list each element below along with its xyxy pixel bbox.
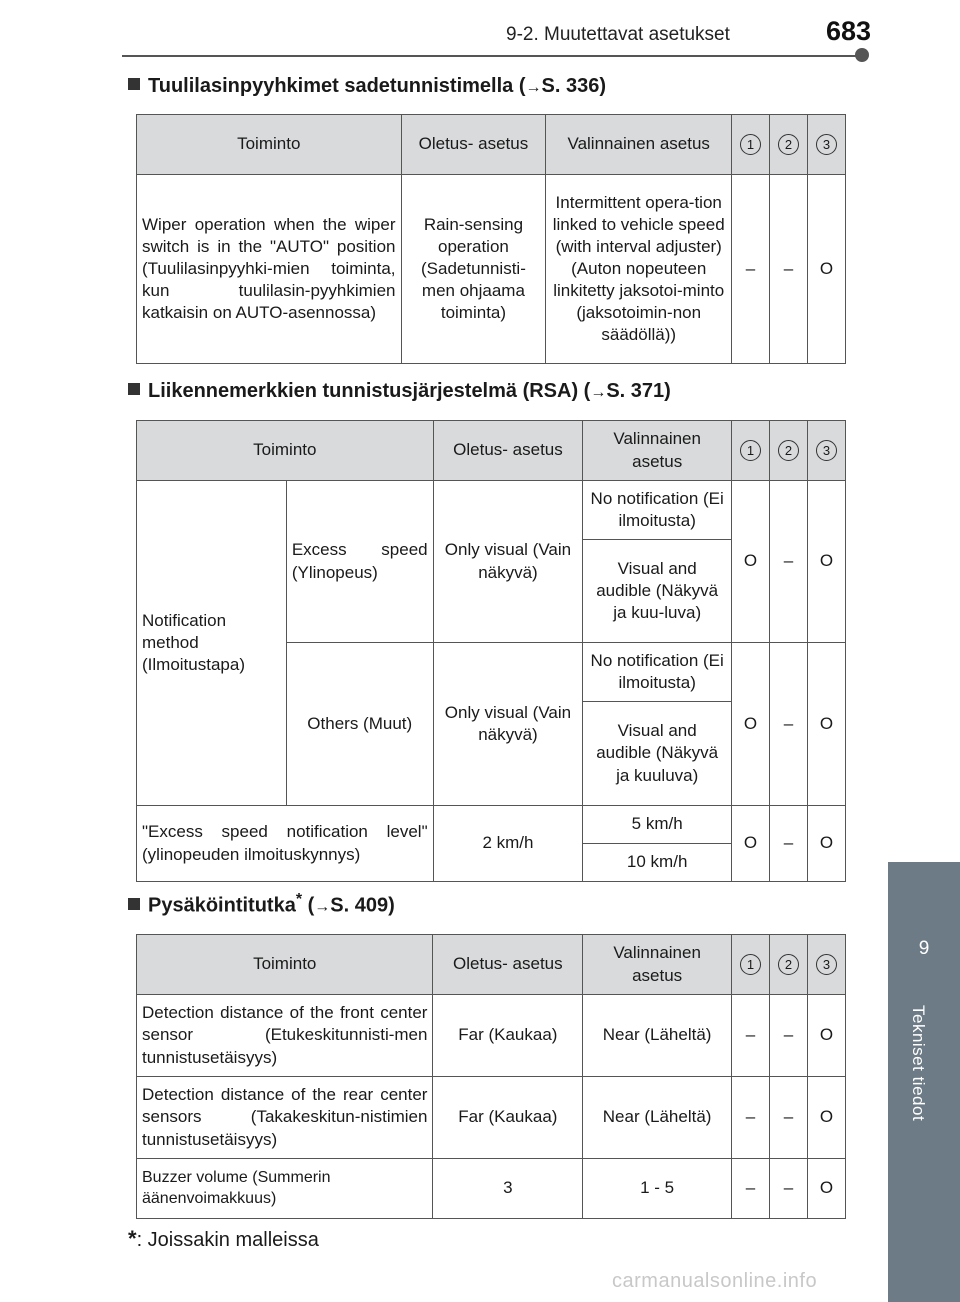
footnote-asterisk: * bbox=[128, 1226, 137, 1251]
default-cell: Only visual (Vain näkyvä) bbox=[433, 643, 583, 806]
function-cell: Detection distance of the rear center sensors (Takakeskitun-nistimien tunnistusetäisyys) bbox=[137, 1077, 433, 1159]
optional-cell: 10 km/h bbox=[583, 844, 732, 882]
others-cell: Others (Muut) bbox=[286, 643, 433, 806]
notification-method-cell: Notification method (Ilmoitustapa) bbox=[137, 481, 287, 806]
section-page-ref[interactable]: S. 336) bbox=[541, 75, 606, 97]
section-title-text: Pysäköintitutka bbox=[148, 894, 296, 917]
optional-cell: 1 - 5 bbox=[583, 1159, 732, 1219]
col-header-3: 3 bbox=[808, 421, 846, 481]
method-1-cell: – bbox=[732, 1159, 770, 1219]
method-2-cell: – bbox=[770, 643, 808, 806]
section-title-rsa bbox=[128, 380, 671, 403]
footnote bbox=[128, 1226, 319, 1252]
optional-cell: Intermittent opera-tion linked to vehicle speed (with interval adjuster) (Auton nopeuteen linkitetty jaksotoi-minto (jaksotoimin-non säädöllä)) bbox=[546, 175, 732, 364]
col-header-default: Oletus- asetus bbox=[433, 421, 583, 481]
method-3-cell: O bbox=[808, 481, 846, 643]
optional-cell: 5 km/h bbox=[583, 806, 732, 844]
bullet-square-icon bbox=[128, 383, 140, 395]
function-cell: Buzzer volume (Summerin äänenvoimakkuus) bbox=[137, 1159, 433, 1219]
col-header-function: Toiminto bbox=[137, 421, 434, 481]
method-2-cell: – bbox=[770, 1159, 808, 1219]
default-cell: 2 km/h bbox=[433, 806, 583, 882]
table-row bbox=[137, 806, 846, 844]
section-title-wipers bbox=[128, 75, 606, 98]
method-2-cell: – bbox=[770, 1077, 808, 1159]
excess-speed-cell: Excess speed (Ylinopeus) bbox=[286, 481, 433, 643]
table-row bbox=[137, 995, 846, 1077]
col-header-2: 2 bbox=[770, 935, 808, 995]
section-page-ref[interactable]: S. 371) bbox=[606, 380, 671, 402]
method-1-cell: – bbox=[732, 175, 770, 364]
header-rule-marker bbox=[855, 48, 869, 62]
method-3-cell: O bbox=[807, 1159, 845, 1219]
col-header-function: Toiminto bbox=[137, 935, 433, 995]
method-2-cell: – bbox=[770, 806, 808, 882]
function-cell: Wiper operation when the wiper switch is in the "AUTO" position (Tuulilasinpyyhki-mien toiminta, kun tuulilasin-pyyhkimien katkaisin on AUTO-asennossa) bbox=[137, 175, 402, 364]
col-header-function: Toiminto bbox=[137, 115, 402, 175]
header-rule bbox=[122, 55, 860, 57]
page-number: 683 bbox=[826, 16, 872, 46]
method-3-cell: O bbox=[808, 643, 846, 806]
table-row bbox=[137, 1077, 846, 1159]
col-header-2: 2 bbox=[770, 421, 808, 481]
section-ref-open: ( bbox=[302, 894, 315, 917]
chapter-tab-number: 9 bbox=[918, 938, 930, 959]
col-header-1: 1 bbox=[732, 935, 770, 995]
method-1-cell: O bbox=[732, 643, 770, 806]
watermark: carmanualsonline.info bbox=[612, 1270, 818, 1292]
footnote-asterisk: * bbox=[295, 891, 303, 908]
optional-cell: Visual and audible (Näkyvä ja kuuluva) bbox=[583, 702, 732, 806]
arrow-right-icon: → bbox=[525, 79, 542, 96]
optional-cell: Near (Läheltä) bbox=[583, 1077, 732, 1159]
col-header-optional: Valinnainen asetus bbox=[546, 115, 732, 175]
section-title-parking bbox=[128, 891, 395, 918]
col-header-optional: Valinnainen asetus bbox=[583, 935, 732, 995]
optional-cell: Near (Läheltä) bbox=[583, 995, 732, 1077]
method-2-cell: – bbox=[770, 481, 808, 643]
section-page-ref[interactable]: S. 409) bbox=[330, 894, 395, 917]
col-header-3: 3 bbox=[807, 935, 845, 995]
default-cell: Rain-sensing operation (Sadetunnisti-men ohjaama toiminta) bbox=[401, 175, 546, 364]
method-1-cell: O bbox=[732, 481, 770, 643]
default-cell: Only visual (Vain näkyvä) bbox=[433, 481, 583, 643]
footnote-text: : Joissakin malleissa bbox=[136, 1229, 319, 1251]
col-header-default: Oletus- asetus bbox=[433, 935, 583, 995]
table-row bbox=[137, 175, 846, 364]
table-row bbox=[137, 1159, 846, 1219]
running-header-section: 9-2. Muutettavat asetukset bbox=[506, 24, 730, 45]
method-1-cell: O bbox=[732, 806, 770, 882]
method-3-cell: O bbox=[808, 806, 846, 882]
method-3-cell: O bbox=[807, 175, 845, 364]
col-header-3: 3 bbox=[807, 115, 845, 175]
optional-cell: Visual and audible (Näkyvä ja kuu-luva) bbox=[583, 540, 732, 643]
method-1-cell: – bbox=[732, 1077, 770, 1159]
col-header-1: 1 bbox=[732, 421, 770, 481]
optional-cell: No notification (Ei ilmoitusta) bbox=[583, 481, 732, 540]
col-header-optional: Valinnainen asetus bbox=[583, 421, 732, 481]
default-cell: Far (Kaukaa) bbox=[433, 995, 583, 1077]
section-title-text: Tuulilasinpyyhkimet sadetunnistimella ( bbox=[148, 75, 526, 97]
default-cell: Far (Kaukaa) bbox=[433, 1077, 583, 1159]
section-title-text: Liikennemerkkien tunnistusjärjestelmä (RSA) ( bbox=[148, 380, 591, 402]
settings-table-rsa bbox=[136, 420, 846, 882]
bullet-square-icon bbox=[128, 78, 140, 90]
default-cell: 3 bbox=[433, 1159, 583, 1219]
settings-table-parking bbox=[136, 934, 846, 1219]
method-3-cell: O bbox=[807, 1077, 845, 1159]
col-header-1: 1 bbox=[732, 115, 770, 175]
table-row bbox=[137, 481, 846, 540]
optional-cell: No notification (Ei ilmoitusta) bbox=[583, 643, 732, 702]
method-2-cell: – bbox=[770, 995, 808, 1077]
col-header-default: Oletus- asetus bbox=[401, 115, 546, 175]
bullet-square-icon bbox=[128, 898, 140, 910]
method-1-cell: – bbox=[732, 995, 770, 1077]
arrow-right-icon: → bbox=[590, 384, 607, 401]
function-cell: Detection distance of the front center sensor (Etukeskitunnisti-men tunnistusetäisyys) bbox=[137, 995, 433, 1077]
arrow-right-icon: → bbox=[314, 898, 331, 916]
level-cell: "Excess speed notification level" (ylinopeuden ilmoituskynnys) bbox=[137, 806, 434, 882]
method-2-cell: – bbox=[770, 175, 808, 364]
settings-table-wipers bbox=[136, 114, 846, 364]
chapter-tab-label: Tekniset tiedot bbox=[909, 1005, 928, 1122]
method-3-cell: O bbox=[807, 995, 845, 1077]
col-header-2: 2 bbox=[770, 115, 808, 175]
